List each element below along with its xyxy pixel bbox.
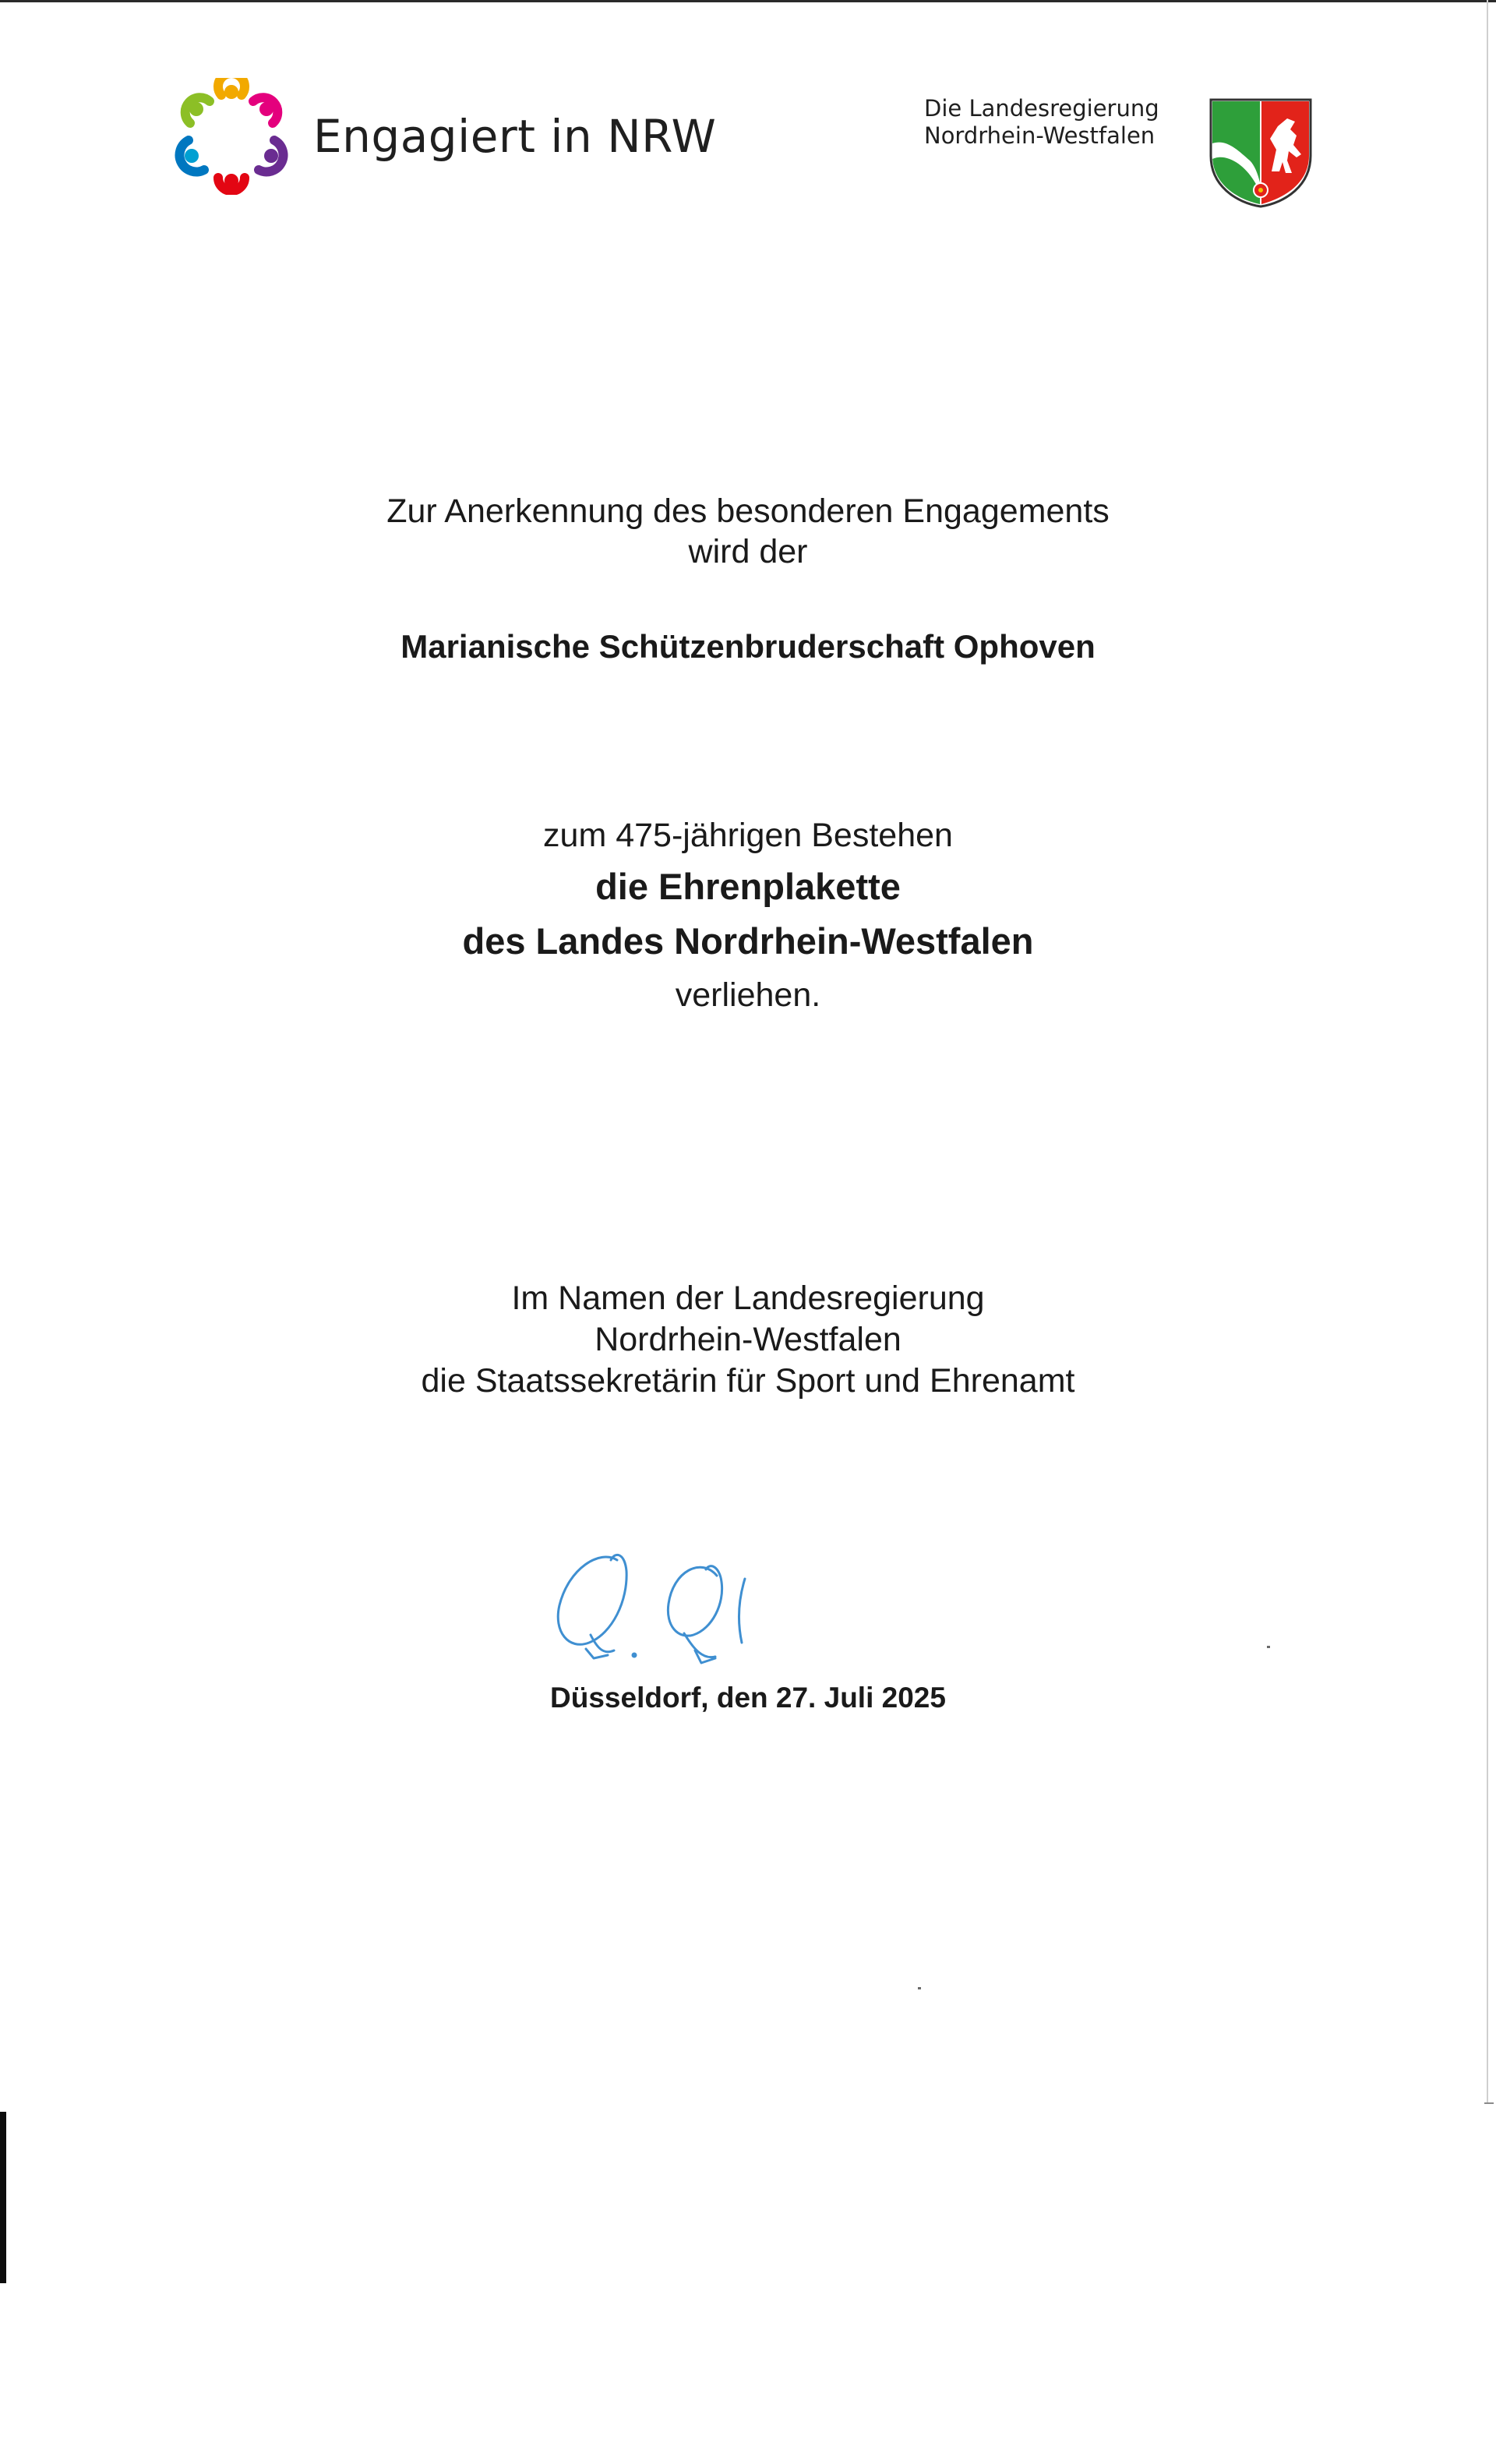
government-label — [924, 95, 1159, 150]
award-title-line2: des Landes Nordrhein-Westfalen — [462, 920, 1034, 962]
scan-edge-top — [0, 0, 1496, 2]
handwritten-signature — [545, 1534, 803, 1686]
government-label-line2: Nordrhein-Westfalen — [924, 122, 1156, 149]
engagiert-in-nrw-logo — [173, 78, 716, 195]
awardee-name: Marianische Schützenbruderschaft Ophoven — [400, 628, 1096, 665]
intro-line1: Zur Anerkennung des besonderen Engagements — [386, 492, 1110, 530]
engagiert-circle-icon — [173, 78, 290, 195]
intro-line2: wird der — [688, 533, 808, 570]
nrw-coat-of-arms-icon — [1206, 95, 1315, 213]
scan-speck — [918, 1987, 921, 1989]
rose-icon — [1254, 183, 1268, 197]
award-verb: verliehen. — [675, 976, 821, 1014]
occasion-text: zum 475-jährigen Bestehen — [543, 817, 953, 854]
logo-text: Engagiert in NRW — [313, 110, 717, 163]
scan-edge-left — [0, 2112, 6, 2283]
intro-text — [0, 491, 1496, 572]
signatory-block — [0, 1278, 1496, 1402]
government-label-line1: Die Landesregierung — [924, 95, 1159, 122]
place-and-date: Düsseldorf, den 27. Juli 2025 — [550, 1682, 946, 1714]
signatory-line3: die Staatssekretärin für Sport und Ehrenamt — [421, 1362, 1075, 1400]
scan-mark — [1484, 2102, 1494, 2104]
scan-edge-right — [1487, 0, 1488, 2104]
signatory-line2: Nordrhein-Westfalen — [595, 1321, 901, 1358]
signatory-line1: Im Namen der Landesregierung — [511, 1280, 985, 1317]
award-title-line1: die Ehrenplakette — [595, 866, 901, 907]
scan-speck — [1267, 1646, 1270, 1648]
